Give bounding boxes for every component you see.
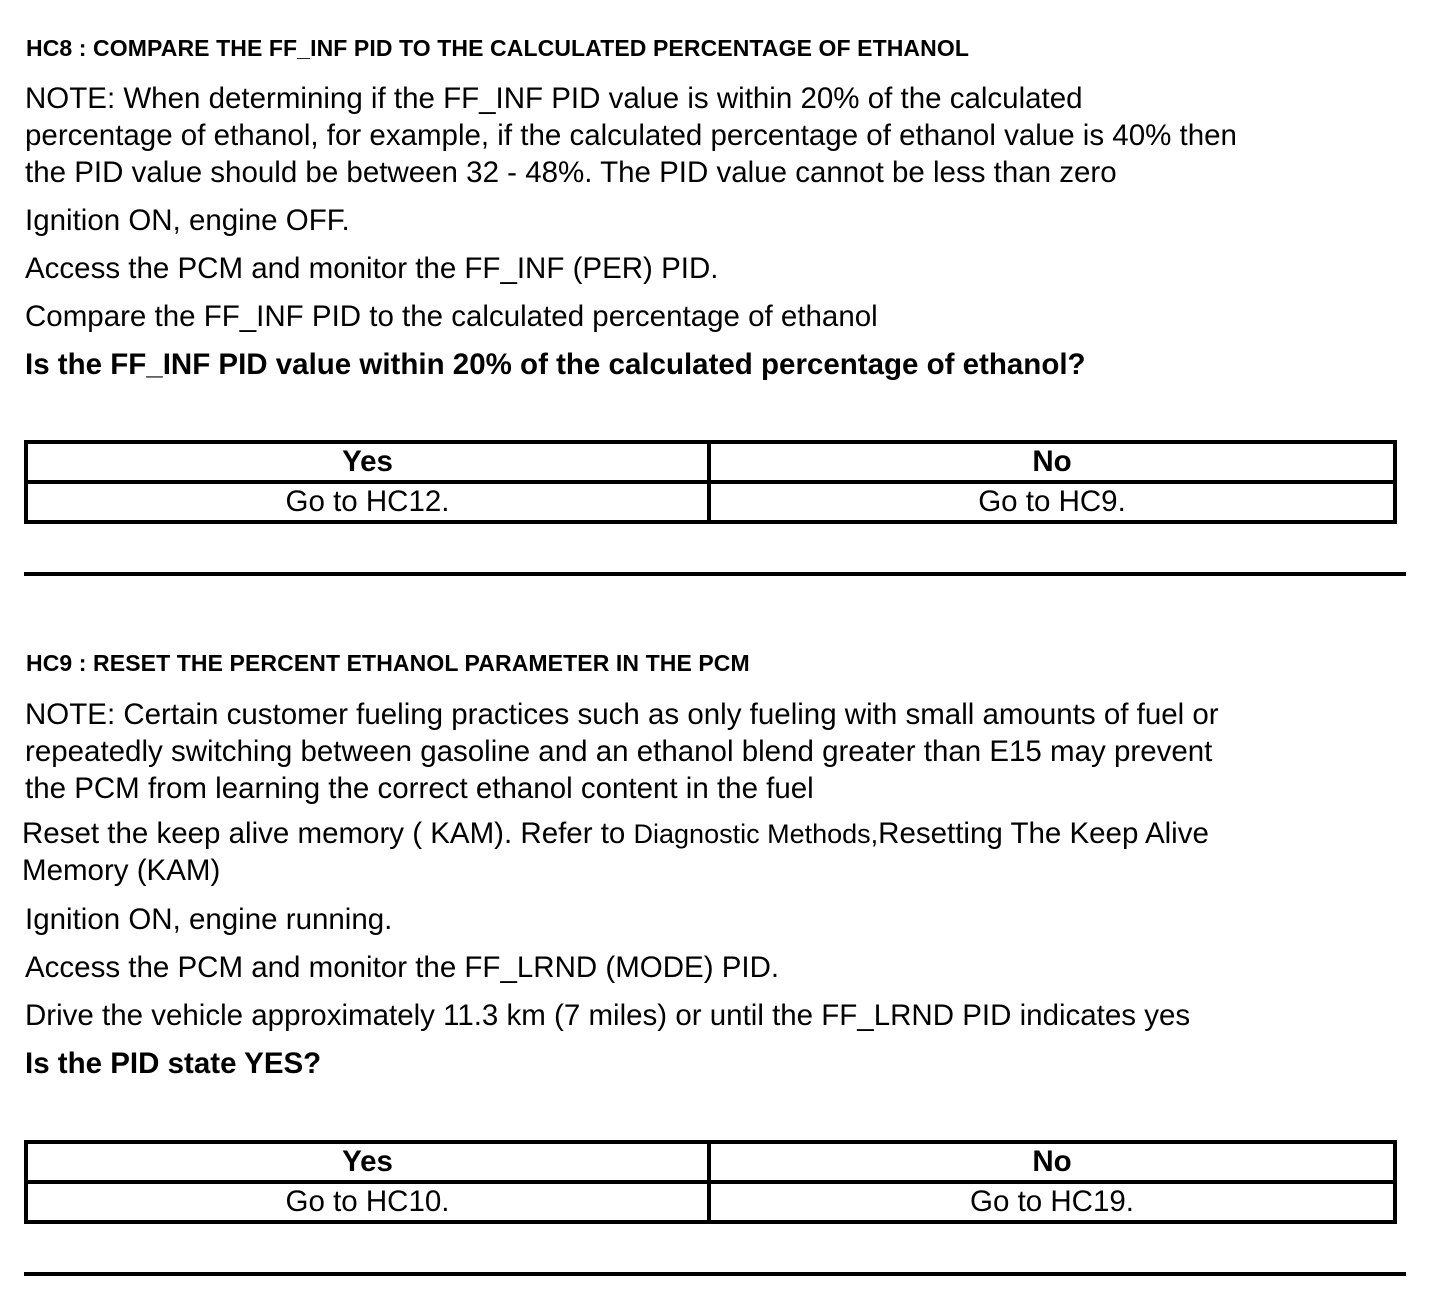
- hc9-reset-step: [22, 815, 1209, 853]
- hc9-step-3: Drive the vehicle approximately 11.3 km (7 miles) or until the FF_LRND PID indicates yes: [25, 999, 1191, 1032]
- hc9-reset-step-prefix: Reset the keep alive memory ( KAM). Refer to: [22, 817, 634, 850]
- hc9-reset-step-suffix: Resetting The Keep Alive: [878, 817, 1209, 850]
- hc8-step-3: Compare the FF_INF PID to the calculated percentage of ethanol: [25, 300, 878, 333]
- hc8-note: [25, 80, 1425, 191]
- hc9-heading: HC9 : RESET THE PERCENT ETHANOL PARAMETER IN THE PCM: [26, 650, 750, 676]
- hc8-yes-header: Yes: [26, 442, 709, 482]
- hc9-step-1: Ignition ON, engine running.: [25, 903, 393, 936]
- hc8-no-action: Go to HC9.: [709, 482, 1395, 522]
- hc8-section-divider: [24, 572, 1406, 576]
- hc8-note-line-3: the PID value should be between 32 - 48%. The PID value cannot be less than zero: [25, 156, 1117, 189]
- hc9-section-divider: [24, 1272, 1406, 1276]
- hc9-note-line-1: NOTE: Certain customer fueling practices such as only fueling with small amounts of fuel or: [25, 698, 1219, 731]
- hc8-yes-action: Go to HC12.: [26, 482, 709, 522]
- hc9-yes-action: Go to HC10.: [26, 1182, 709, 1222]
- hc8-step-2: Access the PCM and monitor the FF_INF (PER) PID.: [25, 252, 719, 285]
- hc9-decision-header-row: [26, 1142, 1395, 1182]
- hc8-decision-header-row: [26, 442, 1395, 482]
- hc9-yes-header: Yes: [26, 1142, 709, 1182]
- hc8-note-line-1: NOTE: When determining if the FF_INF PID value is within 20% of the calculated: [25, 82, 1083, 115]
- hc8-heading: HC8 : COMPARE THE FF_INF PID TO THE CALCULATED PERCENTAGE OF ETHANOL: [26, 35, 969, 61]
- hc9-note-line-2: repeatedly switching between gasoline and an ethanol blend greater than E15 may prevent: [25, 735, 1213, 768]
- hc9-note: [25, 696, 1425, 807]
- hc9-decision-table: [24, 1140, 1397, 1224]
- hc9-reset-step-line-2: Memory (KAM): [22, 854, 221, 887]
- hc9-question: Is the PID state YES?: [25, 1047, 322, 1080]
- hc8-question: Is the FF_INF PID value within 20% of the calculated percentage of ethanol?: [25, 348, 1086, 381]
- hc8-no-header: No: [709, 442, 1395, 482]
- hc8-note-line-2: percentage of ethanol, for example, if the calculated percentage of ethanol value is 40% then: [25, 119, 1237, 152]
- hc9-decision-action-row: [26, 1182, 1395, 1222]
- hc9-no-action: Go to HC19.: [709, 1182, 1395, 1222]
- hc8-decision-action-row: [26, 482, 1395, 522]
- hc9-no-header: No: [709, 1142, 1395, 1182]
- hc9-note-line-3: the PCM from learning the correct ethanol content in the fuel: [25, 772, 814, 805]
- hc8-step-1: Ignition ON, engine OFF.: [25, 204, 350, 237]
- hc8-decision-table: [24, 440, 1397, 524]
- hc9-step-2: Access the PCM and monitor the FF_LRND (MODE) PID.: [25, 951, 780, 984]
- diagnostic-methods-reference: Diagnostic Methods,: [633, 819, 879, 849]
